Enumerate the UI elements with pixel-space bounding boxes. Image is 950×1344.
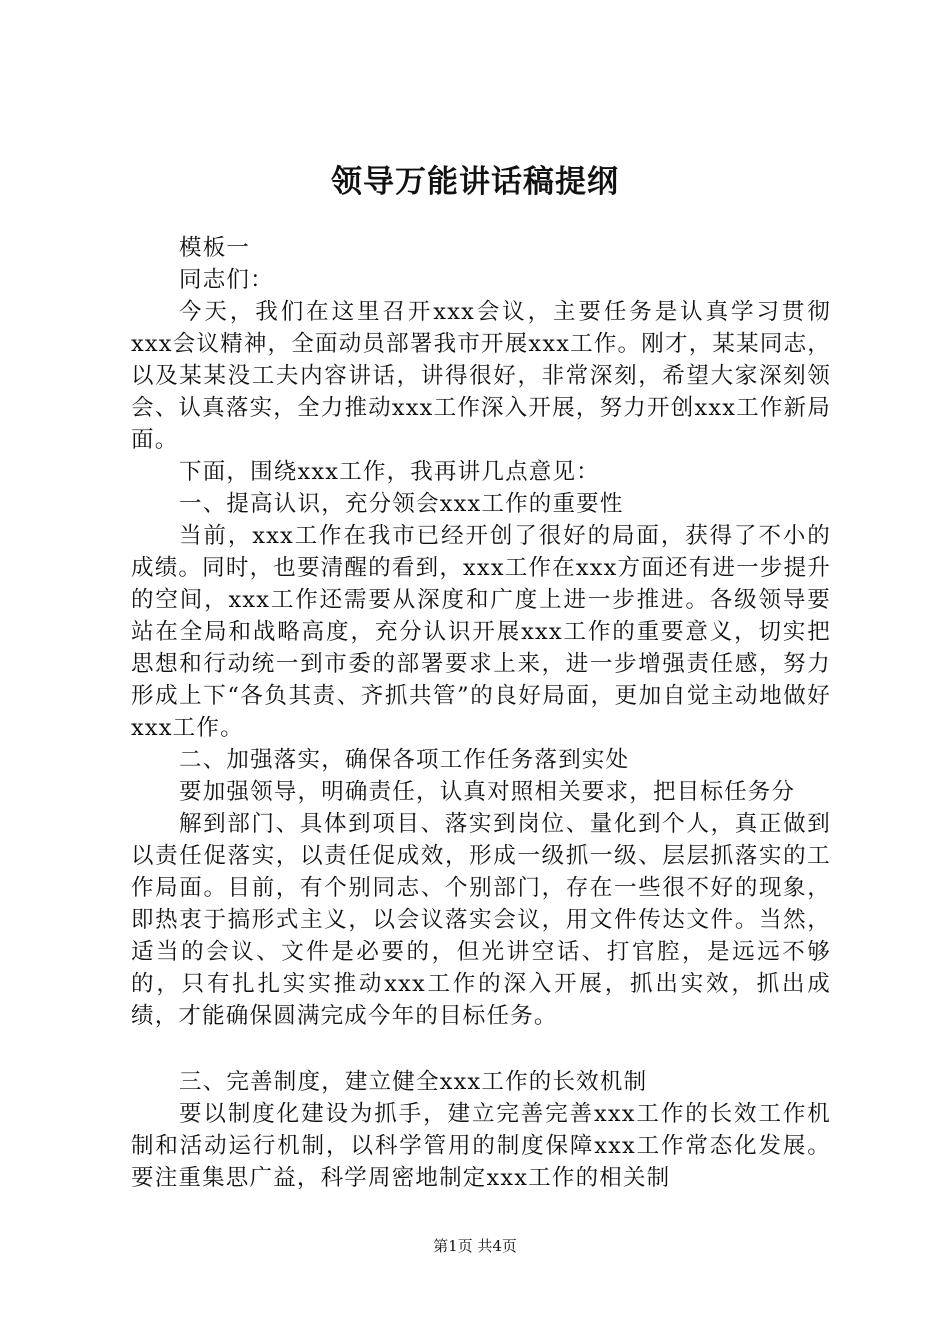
paragraph-point-three: 要以制度化建设为抓手，建立完善完善xxx工作的长效工作机制和活动运行机制，以科学管用的制度保障xxx工作常态化发展。要注重集思广益，科学周密地制定xxx工作的相关制 <box>131 1101 831 1191</box>
blank-line <box>131 1032 831 1066</box>
document-body <box>131 232 831 1194</box>
paragraph-point-two: 解到部门、具体到项目、落实到岗位、量化到个人，真正做到以责任促落实，以责任促成效，形成一级抓一级、层层抓落实的工作局面。目前，有个别同志、个别部门，存在一些很不好的现象，即热衷于搞形式主义，以会议落实会议，用文件传达文件。当然，适当的会议、文件是必要的，但光讲空话、打官腔，是远远不够的，只有扎扎实实推动xxx工作的深入开展，抓出实效，抓出成绩，才能确保圆满完成今年的目标任务。 <box>131 811 831 1029</box>
paragraph-opening: 今天，我们在这里召开xxx会议，主要任务是认真学习贯彻xxx会议精神，全面动员部署我市开展xxx工作。刚才，某某同志，以及某某没工夫内容讲话，讲得很好，非常深刻，希望大家深刻领会、认真落实，全力推动xxx工作深入开展，努力开创xxx工作新局面。 <box>131 299 831 453</box>
paragraph-point-one: 当前，xxx工作在我市已经开创了很好的局面，获得了不小的成绩。同时，也要清醒的看到，xxx工作在xxx方面还有进一步提升的空间，xxx工作还需要从深度和广度上进一步推进。各级领导要站在全局和战略高度，充分认识开展xxx工作的重要意义，切实把思想和行动统一到市委的部署要求上来，进一步增强责任感，努力形成上下“各负其责、齐抓共管”的良好局面，更加自觉主动地做好xxx工作。 <box>131 523 831 741</box>
paragraph-template-label: 模板一 <box>179 235 251 261</box>
paragraph-intro-points: 下面，围绕xxx工作，我再讲几点意见： <box>179 459 600 485</box>
document-title: 领导万能讲话稿提纲 <box>331 164 619 200</box>
heading-point-three: 三、完善制度，建立健全xxx工作的长效机制 <box>179 1069 648 1095</box>
heading-point-one: 一、提高认识，充分领会xxx工作的重要性 <box>179 491 624 517</box>
paragraph-point-two-start: 要加强领导，明确责任，认真对照相关要求，把目标任务分 <box>179 779 796 805</box>
heading-point-two: 二、加强落实，确保各项工作任务落到实处 <box>179 747 630 773</box>
paragraph-salutation: 同志们： <box>179 267 274 293</box>
page-footer: 第1页 共4页 <box>433 1237 517 1255</box>
